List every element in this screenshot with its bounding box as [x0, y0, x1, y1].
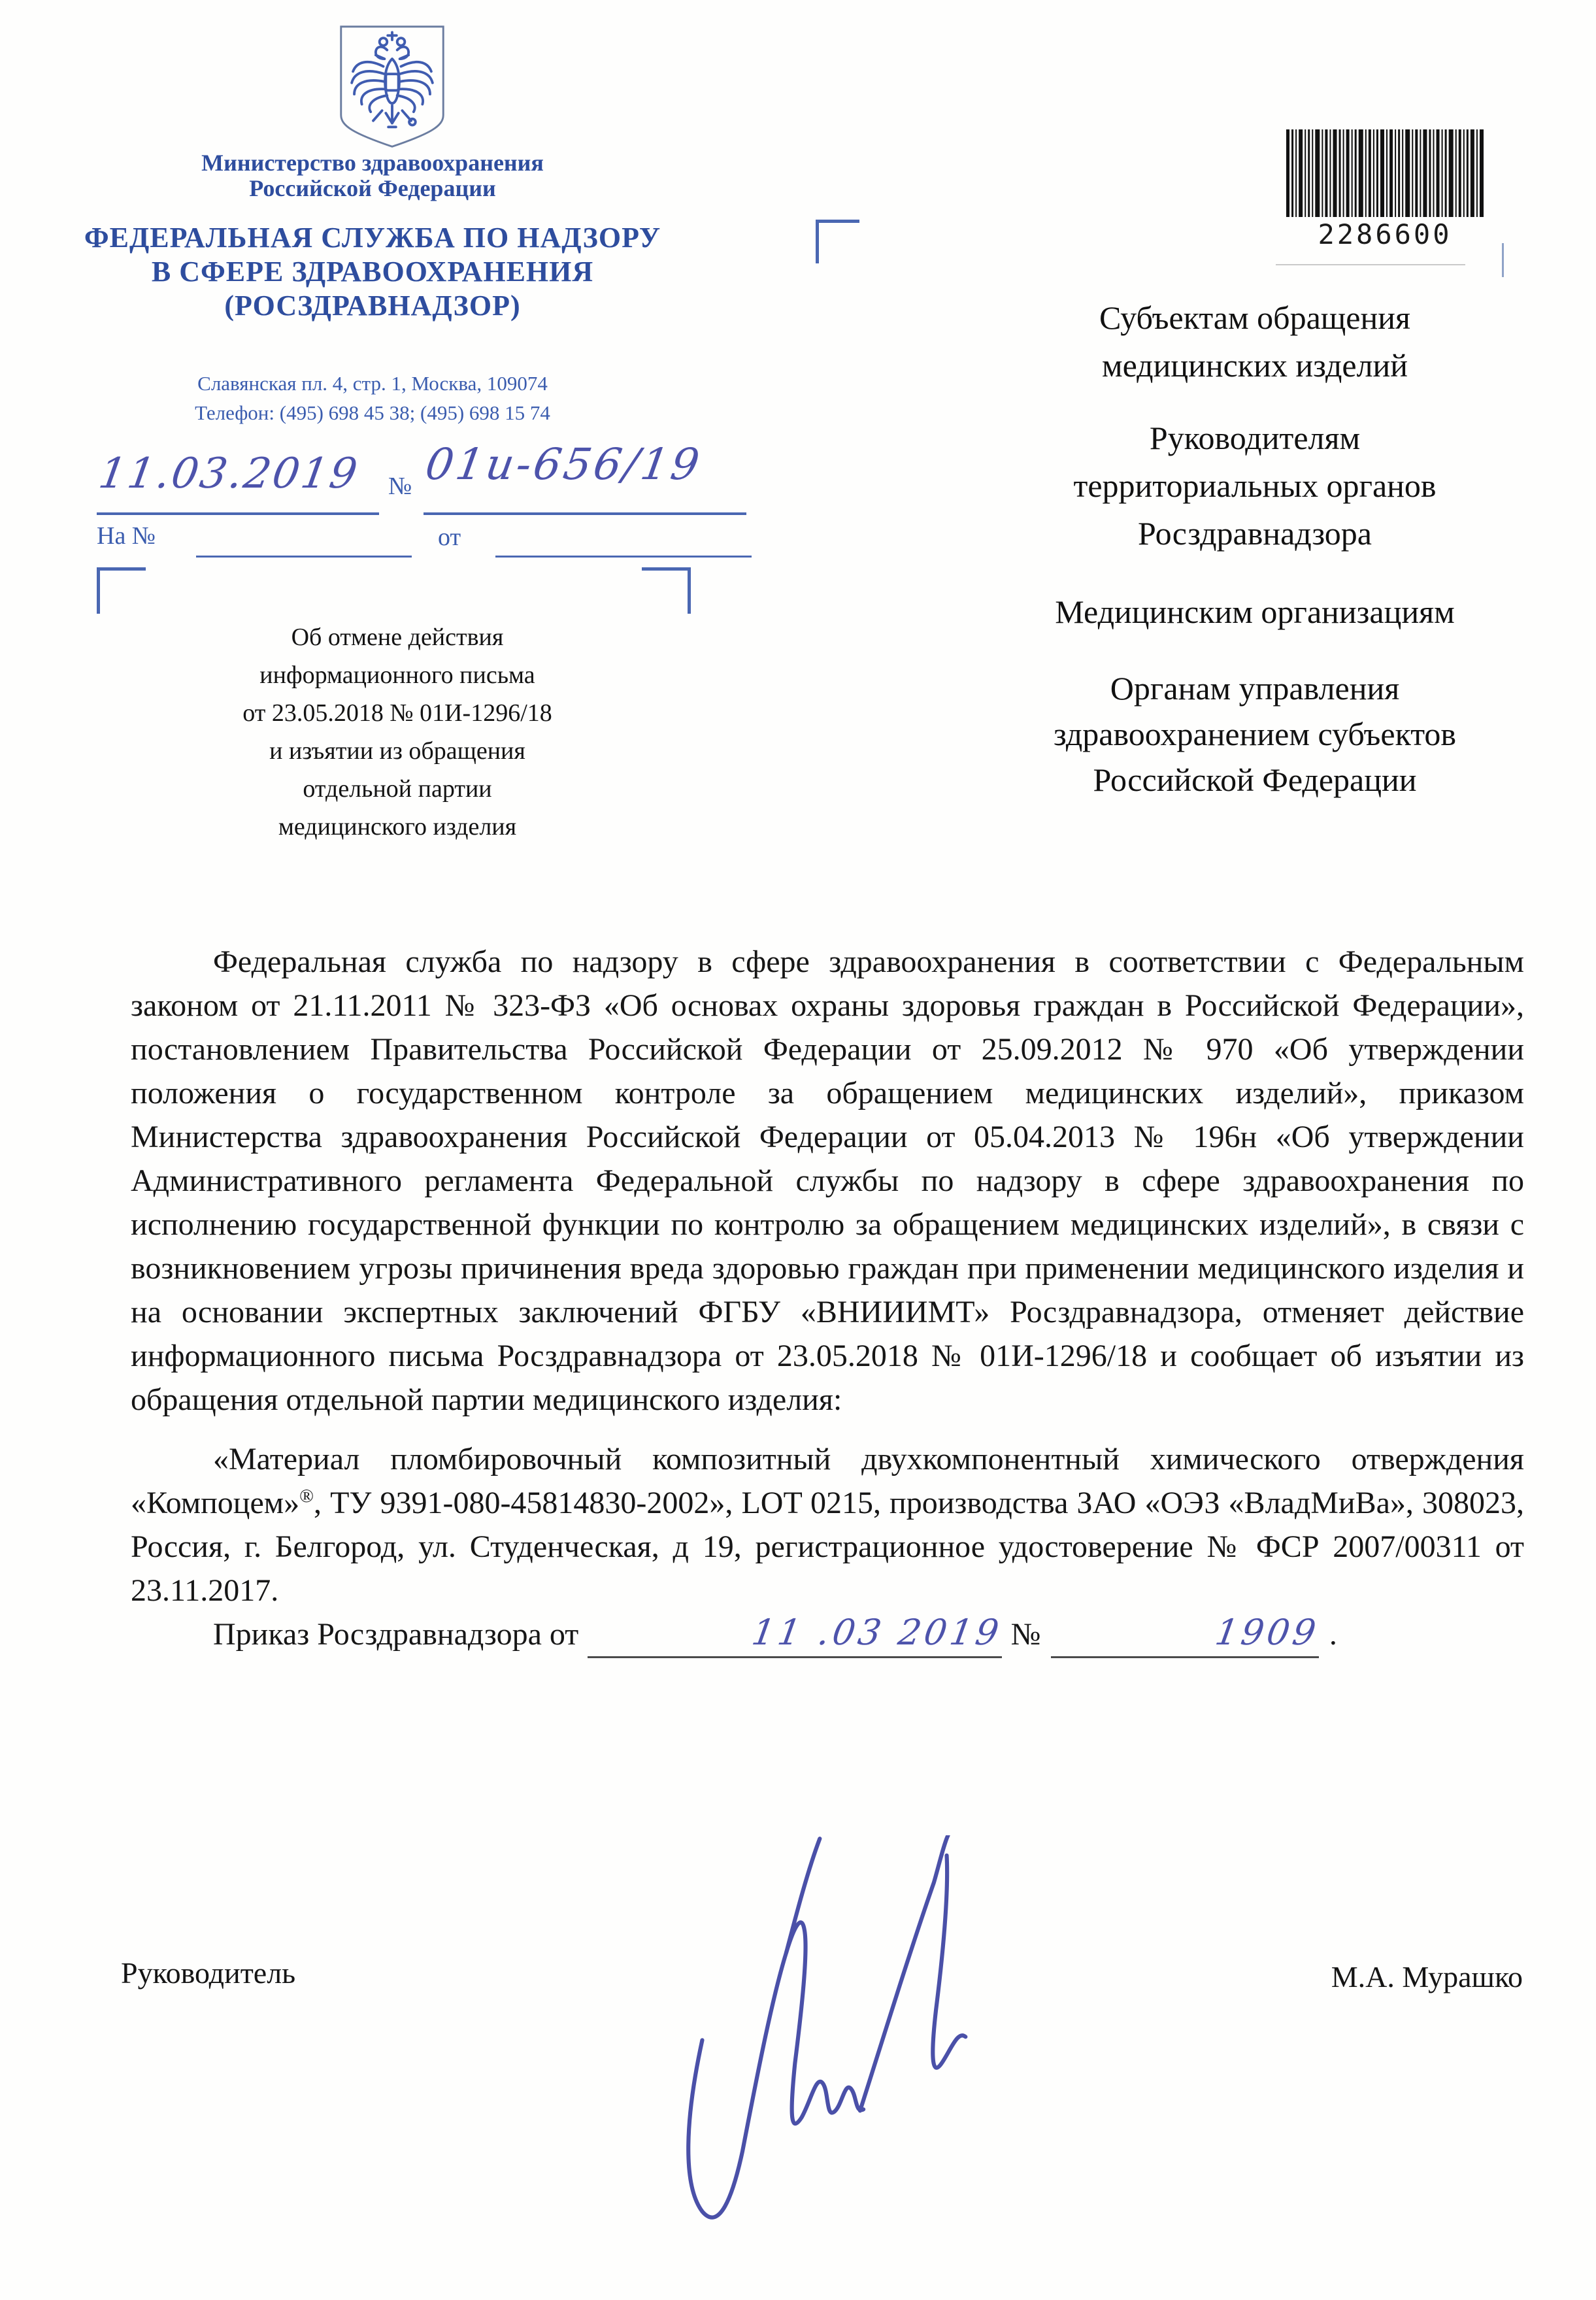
- body-paragraph-2-text: , ТУ 9391-080-45814830-2002», LOT 0215, производства ЗАО «ОЭЗ «ВладМиВа», 308023, Россия, г. Белгород, ул. Студенческая, д 19, регистрационное удостоверение № ФСР 2007/00311 от 23.11.2017.: [131, 1486, 1524, 1608]
- addressee-line: Российской Федерации: [1093, 761, 1417, 798]
- reply-number-label: На №: [97, 522, 156, 550]
- subject-line: отдельной партии: [303, 775, 492, 803]
- subject-corner-mark-left: [97, 567, 146, 614]
- org-address: Славянская пл. 4, стр. 1, Москва, 109074: [197, 372, 548, 395]
- body-paragraph-2-text: «Материал пломбировочный композитный двухкомпонентный химического отверждения «Компоцем»: [131, 1442, 1524, 1520]
- subject-line: от 23.05.2018 № 01И-1296/18: [242, 699, 552, 727]
- addressee-line: медицинских изделий: [1101, 347, 1408, 384]
- outgoing-date-handwritten: 11.03.2019: [95, 450, 363, 498]
- service-name: [51, 221, 694, 323]
- signoff-name: М.А. Мурашко: [1331, 1960, 1523, 1993]
- reply-from-underline: [495, 556, 752, 558]
- signoff-title: Руководитель: [121, 1956, 296, 1990]
- addressee-line: здравоохранением субъектов: [1053, 716, 1457, 752]
- addressee-block: [948, 294, 1562, 390]
- addressee-line: территориальных органов: [1073, 467, 1437, 504]
- subject-corner-mark-right: [642, 567, 691, 614]
- scan-tick-artifact: [1502, 243, 1504, 277]
- signature-stroke: [621, 1835, 1052, 2272]
- subject-line: и изъятии из обращения: [269, 737, 525, 765]
- addressee-corner-mark: [816, 220, 859, 263]
- body-paragraph-1: Федеральная служба по надзору в сфере здравоохранения в соответствии с Федеральным законом от 21.11.2011 № 323-ФЗ «Об основах охраны здоровья граждан в Российской Федерации», постановлением Правительства Российской Федерации от 25.09.2012 № 970 «Об утверждении положения о государственном контроле за обращением медицинских изделий», приказом Министерства здравоохранения Российской Федерации от 05.04.2013 № 196н «Об утверждении Административного регламента Федеральной службы по надзору в сфере здравоохранения по исполнению государственной функции по контролю за обращением медицинских изделий», в связи с возникновением угрозы причинения вреда здоровью граждан при применении медицинского изделия и на основании экспертных заключений ФГБУ «ВНИИИМТ» Росздравнадзора, отменяет действие информационного письма Росздравнадзора от 23.05.2018 № 01И-1296/18 и сообщает об изъятии из обращения отдельной партии медицинского изделия:: [131, 944, 1524, 1417]
- order-date-underline: [588, 1612, 1005, 1658]
- order-period: .: [1329, 1617, 1337, 1652]
- subject-line: медицинского изделия: [278, 813, 517, 841]
- service-name-line: ФЕДЕРАЛЬНАЯ СЛУЖБА ПО НАДЗОРУ: [84, 222, 661, 254]
- addressee-line: Субъектам обращения: [1099, 299, 1410, 336]
- outgoing-number-underline: [424, 512, 746, 515]
- order-number-handwritten: 1909: [1212, 1612, 1322, 1653]
- reply-number-underline: [196, 556, 412, 558]
- subject-line: Об отмене действия: [291, 624, 504, 651]
- outgoing-number-handwritten: 01и-656/19: [422, 439, 706, 490]
- org-contacts: [72, 369, 673, 427]
- addressee-block: [948, 665, 1562, 803]
- org-phone: Телефон: (495) 698 45 38; (495) 698 15 74: [195, 401, 550, 424]
- barcode-icon: [1286, 129, 1484, 217]
- addressee-line: Органам управления: [1110, 670, 1400, 707]
- addressee-block: [948, 588, 1562, 636]
- registered-trademark-mark: ®: [299, 1486, 314, 1507]
- order-line: [131, 1612, 1524, 1658]
- body-paragraph-2: [131, 1437, 1524, 1612]
- scan-line-artifact: [1276, 264, 1465, 265]
- addressee-block: [948, 414, 1562, 558]
- barcode-number: 2286600: [1318, 218, 1452, 250]
- reply-from-label: от: [438, 524, 461, 551]
- order-date-handwritten: 11 .03 2019: [749, 1612, 1005, 1653]
- russia-coat-of-arms-icon: [335, 22, 450, 152]
- order-number-underline: [1051, 1612, 1322, 1658]
- addressee-line: Руководителям: [1149, 420, 1361, 456]
- subject-line: информационного письма: [259, 661, 535, 689]
- ministry-name-line: Министерство здравоохранения: [201, 150, 544, 176]
- service-name-line: В СФЕРЕ ЗДРАВООХРАНЕНИЯ: [151, 256, 594, 288]
- ministry-name: [72, 150, 673, 201]
- ministry-name-line: Российской Федерации: [249, 175, 496, 201]
- letter-body: [131, 940, 1524, 1658]
- order-number-sign: №: [1010, 1617, 1041, 1652]
- subject-block: [136, 618, 659, 846]
- order-prefix: Приказ Росздравнадзора от: [213, 1617, 579, 1652]
- service-name-line: (РОСЗДРАВНАДЗОР): [224, 290, 521, 322]
- addressee-line: Медицинским организациям: [1055, 593, 1455, 630]
- outgoing-date-underline: [97, 512, 379, 515]
- number-sign: №: [388, 473, 412, 500]
- addressee-line: Росздравнадзора: [1138, 515, 1372, 552]
